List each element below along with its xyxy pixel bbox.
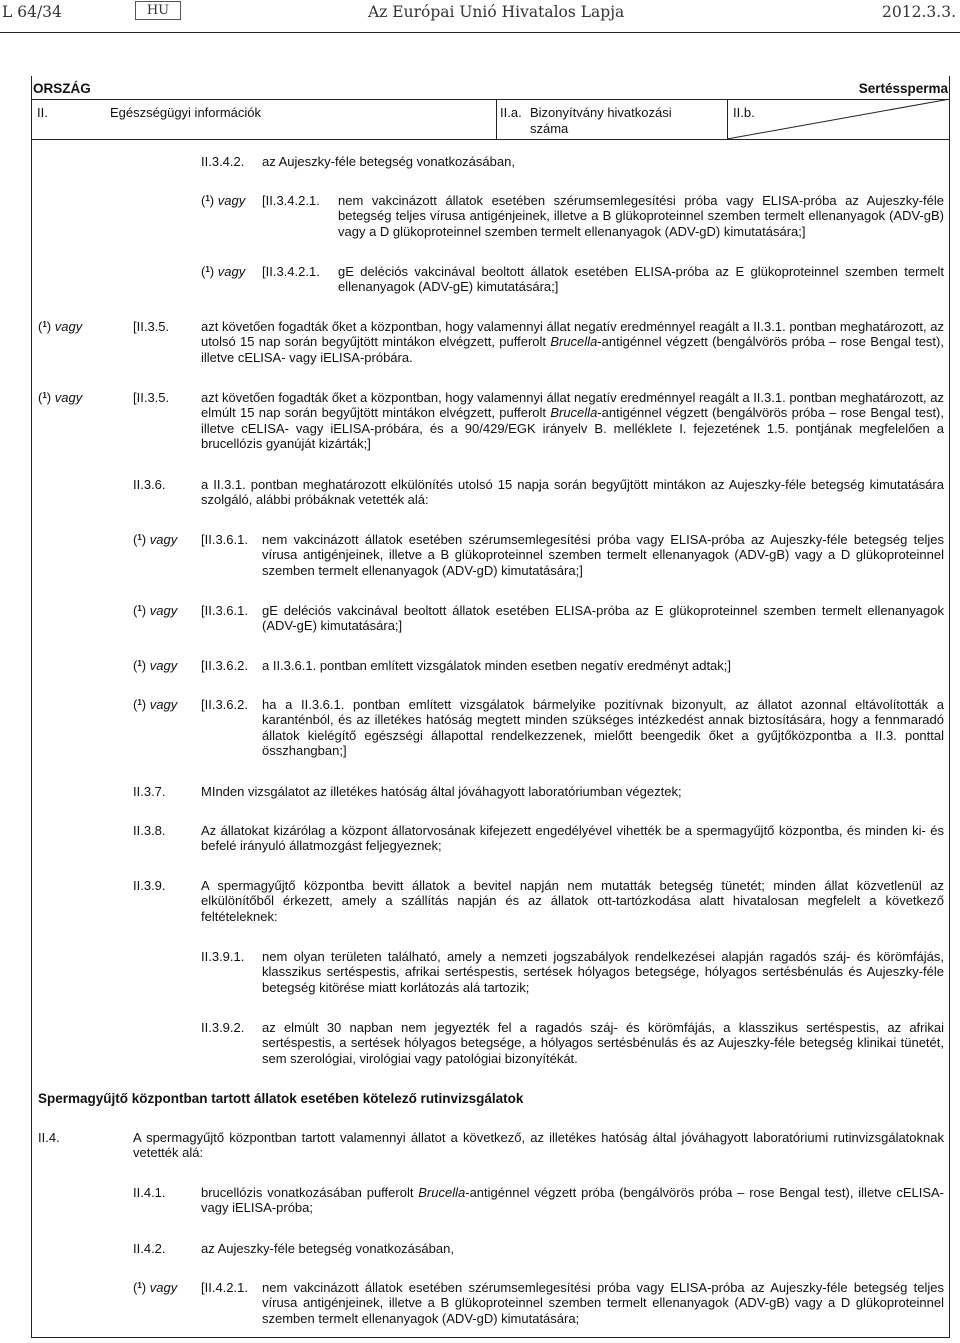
item-text: nem vakcinázott állatok esetében szérumsemlegesítési próba vagy ELISA-próba az Aujeszky-féle betegség teljes vírusa antigénjeinek, illetve a B glükoproteinnel szemben termelt ellenanyagok (ADV-gB) vagy a D glükoproteinnel szemben termelt ellenanyagok (ADV-gD) kimutatására; xyxy=(262,1280,944,1326)
item-number: II.3.4.2. xyxy=(201,154,245,169)
item-number: II.3.9.1. xyxy=(201,949,245,964)
item-number: [II.3.5. xyxy=(133,319,170,334)
publication-date: 2012.3.3. xyxy=(882,3,956,21)
item-number: II.3.9. xyxy=(133,878,166,893)
item-text: A spermagyűjtő központba bevitt állatok a bevitel napján nem mutatták betegség tünetét; minden állat közvetlenül az elkülönítőből érkezett, amely a szállítás napján és az állatok ott-tartózkodása alatt hivatalosan megfelelt a következő feltételeknek: xyxy=(201,878,944,924)
item-text: nem olyan területen található, amely a nemzeti jogszabályok rendelkezései alapján ragadós száj- és körömfájás, klasszikus sertéspestis, afrikai sertéspestis, sertések hólyagos betegsége, hólyagos sertésbénulás és Aujeszky-féle betegség kitörése miatt korlátozás alá tartozik; xyxy=(262,949,944,995)
item-text: a II.3.1. pontban meghatározott elkülönítés utolsó 15 napja során begyűjtött mintákon az Aujeszky-féle betegség kimutatására szolgáló, alábbi próbáknak vetették alá: xyxy=(201,477,944,508)
item-text: az elmúlt 30 napban nem jegyezték fel a ragadós száj- és körömfájás, a klasszikus sertéspestis, az afrikai sertéspestis, a sertések hólyagos betegsége, a hólyagos sertésbénulás és az Aujeszky-féle betegség klinikai tünetét, sem szerológiai, virológiai vagy patológiai bizonyítékát. xyxy=(262,1020,944,1066)
header-rule xyxy=(0,32,960,33)
item-number: II.3.8. xyxy=(133,823,166,838)
reference-title: Bizonyítvány hivatkozási száma xyxy=(530,105,672,136)
item-text: brucellózis vonatkozásában pufferolt Brucella-antigénnel végzett próba (bengálvörös próba – rose Bengal test), illetve cELISA- vagy iELISA-próba; xyxy=(201,1185,945,1216)
footnote-vagy: ($^1$) vagy xyxy=(133,697,178,712)
item-number: II.4.1. xyxy=(133,1185,166,1200)
item-text: MInden vizsgálatot az illetékes hatóság által jóváhagyott laboratóriumban végeztek; xyxy=(201,784,682,799)
item-number: II.3.9.2. xyxy=(201,1020,245,1035)
footnote-vagy: ($^1$) vagy xyxy=(133,1280,178,1295)
reference-label: II.a. xyxy=(500,105,522,120)
item-text: ha a II.3.6.1. pontban említett vizsgálatok bármelyike pozitívnak bizonyult, az állatot azonnal eltávolították a karanténból, és az illetékes hatóság megtett minden szükséges intézkedést annak biztosítására, hogy a fennmaradó állatok kielégítő egészségi állapottal rendelkezzenek, mielőtt beengedik őket a gyűjtőközpontba a II.3. ponttal összhangban;] xyxy=(262,697,944,758)
item-number: II.4.2. xyxy=(133,1241,166,1256)
footnote-vagy: ($^1$) vagy xyxy=(133,658,178,673)
item-number: [II.4.2.1. xyxy=(201,1280,248,1295)
journal-title: Az Európai Unió Hivatalos Lapja xyxy=(368,3,625,21)
item-text: A spermagyűjtő központban tartott valamennyi állatot a következő, az illetékes hatóság által jóváhagyott laboratóriumi rutinvizsgálatoknak vetették alá: xyxy=(133,1130,944,1161)
item-text: nem vakcinázott állatok esetében szérumsemlegesítési próba vagy ELISA-próba az Aujeszky-féle betegség teljes vírusa antigénjeinek, illetve a B glükoproteinnel szemben termelt ellenanyagok (ADV-gB) vagy a D glükoproteinnel szemben termelt ellenanyagok (ADV-gD) kimutatására;] xyxy=(338,193,944,239)
page-number: L 64/34 xyxy=(2,3,62,21)
item-text: az Aujeszky-féle betegség vonatkozásában, xyxy=(262,154,515,169)
item-text: az Aujeszky-féle betegség vonatkozásában, xyxy=(201,1241,454,1256)
footnote-vagy: ($^1$) vagy xyxy=(201,264,246,279)
header-divider xyxy=(496,99,497,140)
item-text: nem vakcinázott állatok esetében szérumsemlegesítési próba vagy ELISA-próba az Aujeszky-féle betegség teljes vírusa antigénjeinek, illetve a B glükoproteinnel szemben termelt ellenanyagok (ADV-gB) vagy a D glükoproteinnel szemben termelt ellenanyagok (ADV-gD) kimutatására;] xyxy=(262,532,944,578)
footnote-vagy: ($^1$) vagy xyxy=(133,532,178,547)
item-number: [II.3.6.2. xyxy=(201,697,248,712)
item-number: [II.3.6.2. xyxy=(201,658,248,673)
language-code-box: HU xyxy=(135,1,181,20)
item-number: II.4. xyxy=(38,1130,60,1145)
part-title: Egészségügyi információk xyxy=(110,105,262,120)
item-number: II.3.7. xyxy=(133,784,166,799)
item-text: Az állatokat kizárólag a központ állatorvosának kifejezett engedélyével vihették be a spermagyűjtő központba, és minden ki- és befelé irányuló állatmozgást feljegyeznek; xyxy=(201,823,944,854)
item-number: II.3.6. xyxy=(133,477,166,492)
reference-b-diagonal-line xyxy=(727,99,950,140)
item-text: azt követően fogadták őket a központban, hogy valamennyi állat negatív eredménnyel reagált a II.3.1. pontban meghatározott, az utolsó 15 nap során begyűjtött mintákon elvégzett, pufferolt Brucella-antigénnel végzett (bengálvörös próba – rose Bengal test), illetve cELISA- vagy iELISA-próbára. xyxy=(201,319,944,365)
item-number: [II.3.5. xyxy=(133,390,170,405)
footnote-vagy: ($^1$) vagy xyxy=(133,603,178,618)
item-text: a II.3.6.1. pontban említett vizsgálatok minden esetben negatív eredményt adtak;] xyxy=(262,658,732,673)
reference-b-label: II.b. xyxy=(733,105,755,120)
section-title: Spermagyűjtő központban tartott állatok esetében kötelező rutinvizsgálatok xyxy=(38,1091,524,1106)
part-number: II. xyxy=(37,105,48,120)
footnote-vagy: ($^1$) vagy xyxy=(201,193,246,208)
item-number: [II.3.4.2.1. xyxy=(262,193,320,208)
footnote-vagy: ($^1$) vagy xyxy=(38,390,83,405)
item-text: azt követően fogadták őket a központban, hogy valamennyi állat negatív eredménnyel reagált a II.3.1. pontban meghatározott, az elmúlt 15 nap során begyűjtött mintákon elvégzett, pufferolt Brucella-antigénnel végzett (bengálvörös próba – rose Bengal test), illetve cELISA- vagy iELISA-próbára, és a 90/429/EGK irányelv B. melléklete I. fejezetének 1.5. pontjának megfelelően a brucellózis gyanúját kizárták;] xyxy=(201,390,944,451)
footnote-vagy: ($^1$) vagy xyxy=(38,319,83,334)
country-label: ORSZÁG xyxy=(33,81,91,96)
item-number: [II.3.6.1. xyxy=(201,603,248,618)
item-text: gE deléciós vakcinával beoltott állatok esetében ELISA-próba az E glükoproteinnel szemben termelt ellenanyagok (ADV-gE) kimutatására;] xyxy=(338,264,944,295)
product-label: Sertéssperma xyxy=(858,81,948,96)
page-header xyxy=(0,0,960,32)
item-text: gE deléciós vakcinával beoltott állatok esetében ELISA-próba az E glükoproteinnel szemben termelt ellenanyagok (ADV-gE) kimutatására;] xyxy=(262,603,944,634)
item-number: [II.3.4.2.1. xyxy=(262,264,320,279)
item-number: [II.3.6.1. xyxy=(201,532,248,547)
